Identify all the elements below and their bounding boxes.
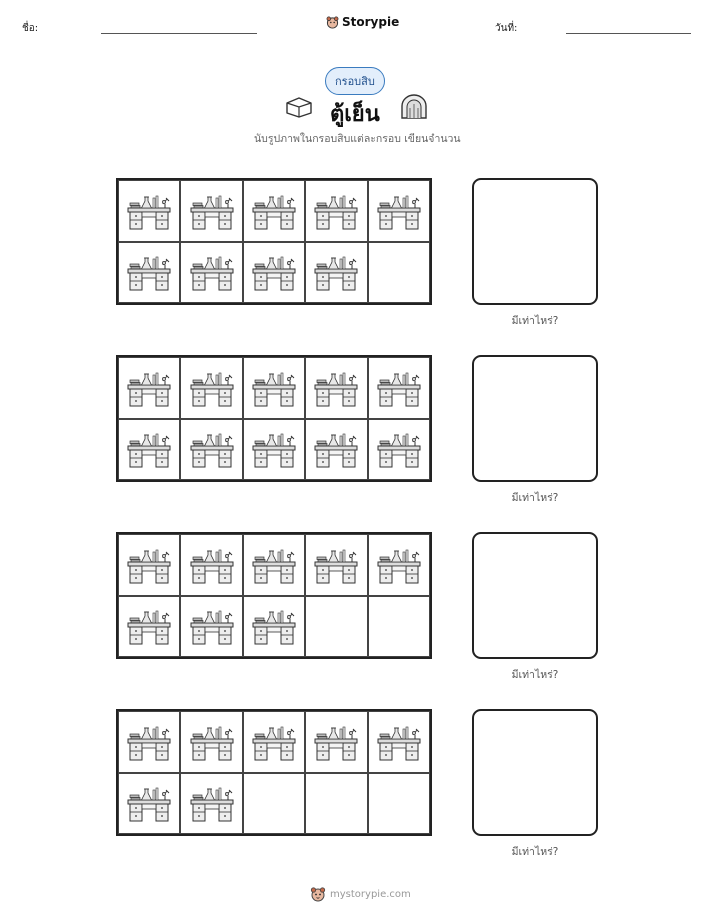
- ten-frame-cell: [243, 357, 305, 419]
- desk-with-lab-equipment-icon: [251, 368, 297, 408]
- desk-with-lab-equipment-icon: [251, 606, 297, 646]
- desk-with-lab-equipment-icon: [313, 722, 359, 762]
- desk-with-lab-equipment-icon: [313, 429, 359, 469]
- desk-with-lab-equipment-icon: [126, 252, 172, 292]
- ten-frame-cell: [368, 773, 430, 835]
- desk-with-lab-equipment-icon: [189, 722, 235, 762]
- ten-frame: [116, 532, 432, 659]
- ten-frame-cell: [180, 180, 242, 242]
- ten-frame: [116, 709, 432, 836]
- desk-with-lab-equipment-icon: [189, 429, 235, 469]
- ten-frame-cell: [180, 242, 242, 304]
- ten-frame-cell: [368, 180, 430, 242]
- desk-with-lab-equipment-icon: [126, 606, 172, 646]
- ten-frame-cell: [243, 711, 305, 773]
- how-many-question: มีเท่าไหร่?: [511, 492, 559, 504]
- instructions: นับรูปภาพในกรอบสิบแต่ละกรอบ เขียนจำนวน: [254, 133, 461, 145]
- footer: [310, 886, 411, 902]
- desk-with-lab-equipment-icon: [376, 429, 422, 469]
- ten-frame-cell: [305, 773, 367, 835]
- desk-with-lab-equipment-icon: [313, 252, 359, 292]
- ten-frame-cell: [118, 242, 180, 304]
- ten-frame-cell: [305, 711, 367, 773]
- ten-frame-cell: [243, 242, 305, 304]
- desk-with-lab-equipment-icon: [313, 368, 359, 408]
- ten-frame-cell: [118, 357, 180, 419]
- arched-door-icon: [399, 94, 429, 120]
- ten-frame-cell: [305, 534, 367, 596]
- ten-frame-cell: [243, 773, 305, 835]
- storypie-mascot-icon: [310, 886, 326, 902]
- desk-with-lab-equipment-icon: [251, 722, 297, 762]
- name-label: ชื่อ:: [22, 23, 39, 34]
- date-line[interactable]: [566, 33, 691, 34]
- desk-with-lab-equipment-icon: [376, 545, 422, 585]
- ten-frame-cell: [305, 242, 367, 304]
- ten-frame-cell: [305, 180, 367, 242]
- desk-with-lab-equipment-icon: [189, 252, 235, 292]
- how-many-question: มีเท่าไหร่?: [511, 669, 559, 681]
- brand: [326, 15, 399, 29]
- desk-with-lab-equipment-icon: [251, 252, 297, 292]
- ten-frame-cell: [243, 419, 305, 481]
- ten-frame-cell: [180, 596, 242, 658]
- desk-with-lab-equipment-icon: [126, 545, 172, 585]
- ten-frame-cell: [368, 419, 430, 481]
- answer-box[interactable]: [472, 709, 598, 836]
- fridge-icon: [284, 95, 314, 119]
- desk-with-lab-equipment-icon: [189, 191, 235, 231]
- ten-frame-cell: [305, 357, 367, 419]
- desk-with-lab-equipment-icon: [126, 368, 172, 408]
- desk-with-lab-equipment-icon: [126, 191, 172, 231]
- desk-with-lab-equipment-icon: [189, 783, 235, 823]
- ten-frame: [116, 178, 432, 305]
- ten-frame-cell: [368, 534, 430, 596]
- ten-frame-cell: [180, 357, 242, 419]
- brand-name: Storypie: [342, 15, 400, 29]
- desk-with-lab-equipment-icon: [251, 545, 297, 585]
- desk-with-lab-equipment-icon: [126, 429, 172, 469]
- how-many-question: มีเท่าไหร่?: [511, 315, 559, 327]
- desk-with-lab-equipment-icon: [189, 545, 235, 585]
- storypie-logo-icon: [326, 16, 339, 29]
- desk-with-lab-equipment-icon: [189, 606, 235, 646]
- ten-frame-cell: [118, 180, 180, 242]
- ten-frame-cell: [118, 596, 180, 658]
- date-label: วันที่:: [495, 23, 518, 34]
- desk-with-lab-equipment-icon: [376, 191, 422, 231]
- page-title: ตู้เย็น: [330, 102, 380, 127]
- desk-with-lab-equipment-icon: [313, 191, 359, 231]
- footer-url[interactable]: mystorypie.com: [330, 888, 411, 900]
- ten-frame-cell: [305, 419, 367, 481]
- ten-frame-cell: [243, 534, 305, 596]
- how-many-question: มีเท่าไหร่?: [511, 846, 559, 858]
- ten-frame: [116, 355, 432, 482]
- ten-frame-cell: [180, 711, 242, 773]
- ten-frame-cell: [118, 711, 180, 773]
- desk-with-lab-equipment-icon: [376, 368, 422, 408]
- topic-badge: กรอบสิบ: [325, 67, 385, 95]
- name-line[interactable]: [101, 33, 257, 34]
- ten-frame-cell: [243, 596, 305, 658]
- answer-box[interactable]: [472, 178, 598, 305]
- ten-frame-cell: [180, 534, 242, 596]
- ten-frame-cell: [243, 180, 305, 242]
- desk-with-lab-equipment-icon: [251, 429, 297, 469]
- ten-frame-cell: [368, 242, 430, 304]
- desk-with-lab-equipment-icon: [189, 368, 235, 408]
- ten-frame-cell: [368, 596, 430, 658]
- ten-frame-cell: [118, 419, 180, 481]
- ten-frame-cell: [180, 773, 242, 835]
- answer-box[interactable]: [472, 532, 598, 659]
- desk-with-lab-equipment-icon: [313, 545, 359, 585]
- desk-with-lab-equipment-icon: [376, 722, 422, 762]
- ten-frame-cell: [368, 357, 430, 419]
- desk-with-lab-equipment-icon: [251, 191, 297, 231]
- ten-frame-cell: [118, 773, 180, 835]
- answer-box[interactable]: [472, 355, 598, 482]
- desk-with-lab-equipment-icon: [126, 783, 172, 823]
- desk-with-lab-equipment-icon: [126, 722, 172, 762]
- ten-frame-cell: [180, 419, 242, 481]
- ten-frame-cell: [305, 596, 367, 658]
- ten-frame-cell: [368, 711, 430, 773]
- ten-frame-cell: [118, 534, 180, 596]
